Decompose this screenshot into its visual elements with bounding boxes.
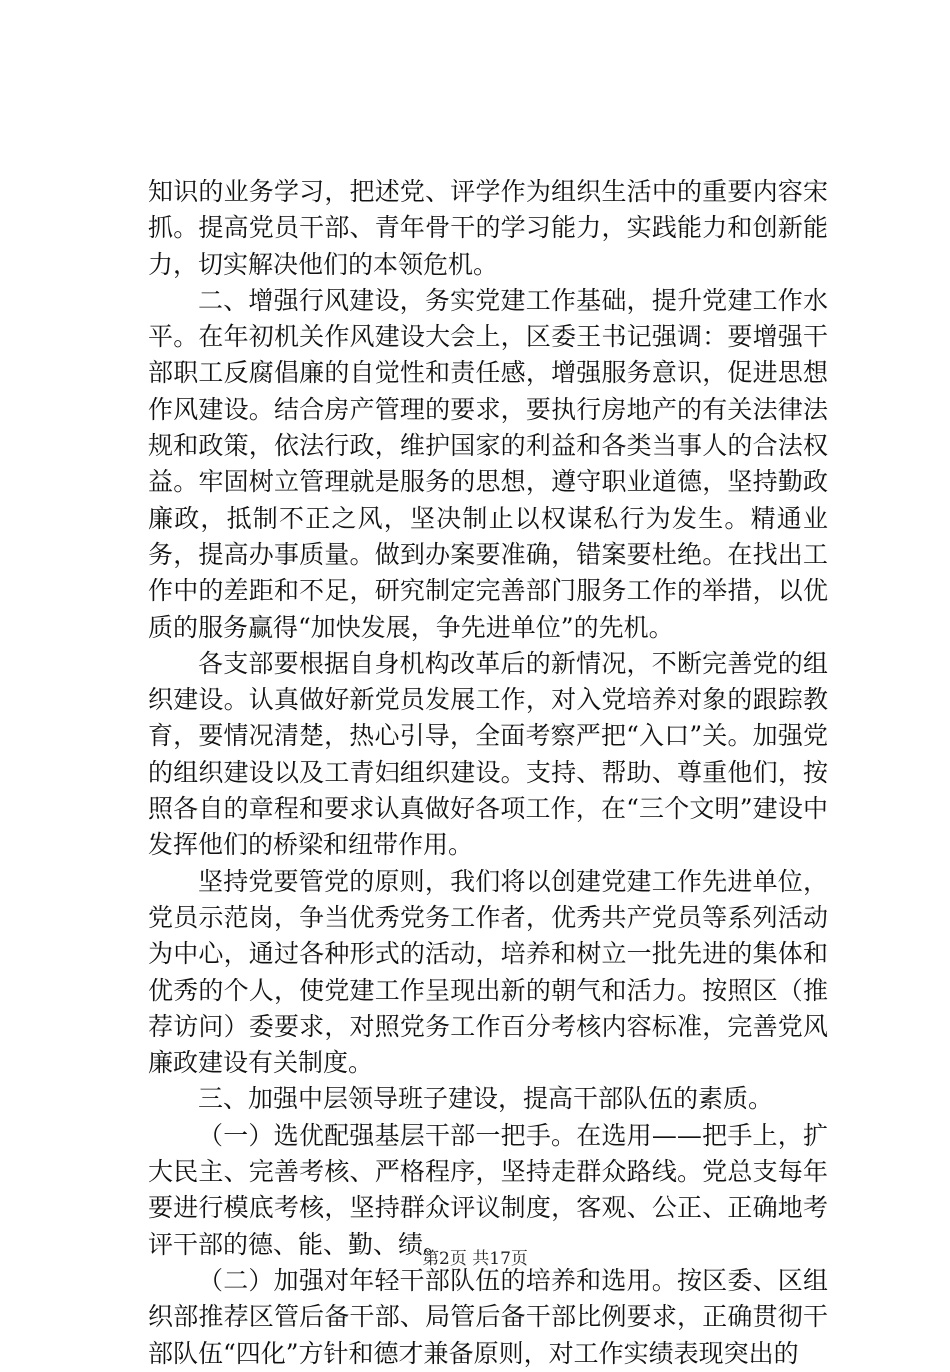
paragraph-section-three-heading: 三、加强中层领导班子建设，提高干部队伍的素质。 [198, 1084, 774, 1114]
paragraph-item-two: （二）加强对年轻干部队伍的培养和选用。按区委、区组织部推荐区管后备干部、局管后备干部比例要求，正确贯彻干部队伍“四化”方针和德才兼备原则，对工作实绩表现突出的 [148, 1265, 828, 1368]
paragraph-item-one: （一）选优配强基层干部一把手。在选用——把手上，扩大民主、完善考核、严格程序，坚持走群众路线。党总支每年要进行模底考核，坚持群众评议制度，客观、公正、正确地考评干部的德、能、勤、绩。 [148, 1120, 828, 1259]
paragraph-party-principle: 坚持党要管党的原则，我们将以创建党建工作先进单位，党员示范岗，争当优秀党务工作者，优秀共产党员等系列活动为中心，通过各种形式的活动，培养和树立一批先进的集体和优秀的个人，使党建工作呈现出新的朝气和活力。按照区（推荐访问）委要求，对照党务工作百分考核内容标准，完善党风廉政建设有关制度。 [148, 866, 828, 1078]
page-footer: 第2页 共17页 [422, 1249, 528, 1269]
paragraph-section-two: 二、增强行风建设，务实党建工作基础，提升党建工作水平。在年初机关作风建设大会上，区委王书记强调：要增强干部职工反腐倡廉的自觉性和责任感，增强服务意识，促进思想作风建设。结合房产管理的要求，要执行房地产的有关法律法规和政策，依法行政，维护国家的利益和各类当事人的合法权益。牢固树立管理就是服务的思想，遵守职业道德，坚持勤政廉政，抵制不正之风，坚决制止以权谋私行为发生。精通业务，提高办事质量。做到办案要准确，错案要杜绝。在找出工作中的差距和不足，研究制定完善部门服务工作的举措，以优质的服务赢得“加快发展，争先进单位”的先机。 [148, 285, 828, 642]
paragraph-continuation: 知识的业务学习，把述党、评学作为组织生活中的重要内容宋抓。提高党员干部、青年骨干的学习能力，实践能力和创新能力，切实解决他们的本领危机。 [148, 177, 828, 279]
paragraph-branch-building: 各支部要根据自身机构改革后的新情况，不断完善党的组织建设。认真做好新党员发展工作，对入党培养对象的跟踪教育，要情况清楚，热心引导，全面考察严把“入口”关。加强党的组织建设以及工青妇组织建设。支持、帮助、尊重他们，按照各自的章程和要求认真做好各项工作，在“三个文明”建设中发挥他们的桥梁和纽带作用。 [148, 648, 828, 860]
document-body [148, 174, 828, 1372]
